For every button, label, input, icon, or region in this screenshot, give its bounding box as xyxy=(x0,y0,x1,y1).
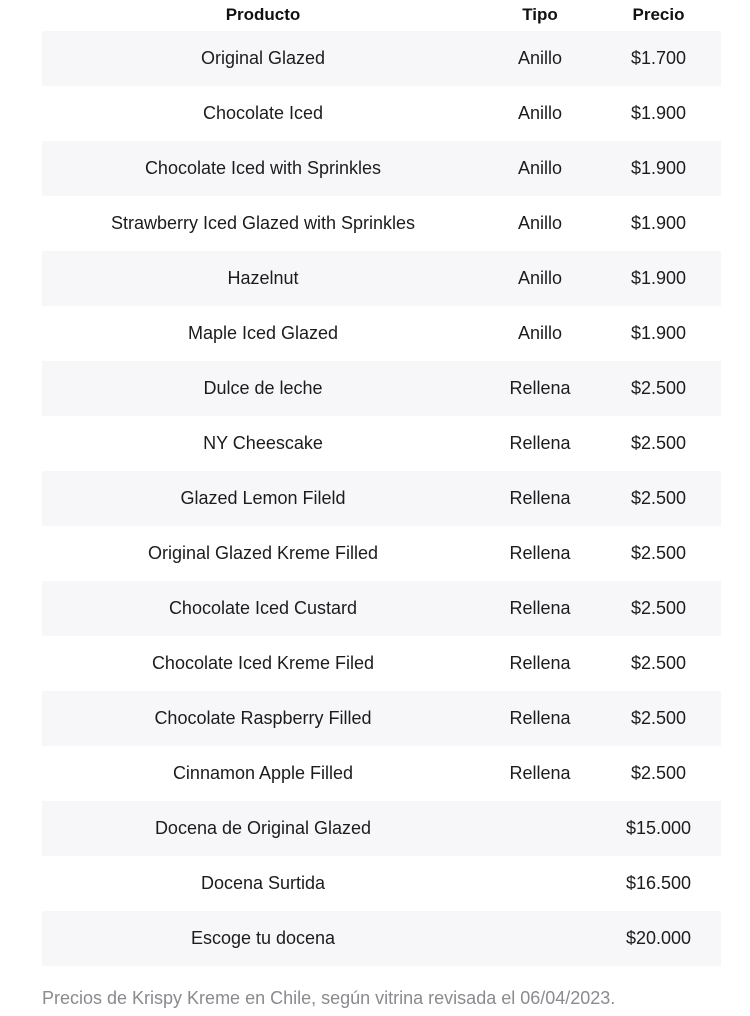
cell-precio: $2.500 xyxy=(630,433,687,453)
table-row xyxy=(42,141,721,196)
cell-precio: $1.900 xyxy=(630,213,687,233)
table-row xyxy=(42,251,721,306)
cell-precio: $2.500 xyxy=(630,653,687,673)
cell-tipo: Rellena xyxy=(509,708,571,728)
cell-tipo: Rellena xyxy=(509,488,571,508)
cell-tipo xyxy=(484,911,596,966)
table-row xyxy=(42,471,721,526)
cell-producto: Chocolate Iced xyxy=(202,103,324,123)
cell-producto: Docena de Original Glazed xyxy=(154,818,372,838)
cell-producto: Cinnamon Apple Filled xyxy=(172,763,354,783)
header-row xyxy=(42,0,721,31)
header-producto: Producto xyxy=(225,5,301,24)
price-table xyxy=(42,0,721,966)
cell-precio: $20.000 xyxy=(625,928,692,948)
cell-producto: Docena Surtida xyxy=(200,873,326,893)
cell-tipo: Rellena xyxy=(509,653,571,673)
cell-precio: $2.500 xyxy=(630,488,687,508)
table-row xyxy=(42,581,721,636)
cell-producto: Escoge tu docena xyxy=(190,928,336,948)
cell-tipo xyxy=(484,801,596,856)
cell-precio: $2.500 xyxy=(630,763,687,783)
cell-precio: $15.000 xyxy=(625,818,692,838)
cell-tipo: Anillo xyxy=(517,213,563,233)
cell-tipo: Anillo xyxy=(517,158,563,178)
cell-producto: NY Cheescake xyxy=(203,433,323,453)
header-precio: Precio xyxy=(632,5,685,24)
table-row xyxy=(42,31,721,86)
cell-precio: $2.500 xyxy=(630,378,687,398)
cell-tipo: Rellena xyxy=(509,433,571,453)
table-row xyxy=(42,306,721,361)
table-row xyxy=(42,526,721,581)
cell-producto: Original Glazed xyxy=(200,48,326,68)
table-row xyxy=(42,691,721,746)
cell-tipo: Anillo xyxy=(517,103,563,123)
price-table-container xyxy=(42,0,721,966)
cell-precio: $2.500 xyxy=(630,598,687,618)
table-row xyxy=(42,416,721,471)
cell-precio: $1.900 xyxy=(630,158,687,178)
cell-tipo: Anillo xyxy=(517,48,563,68)
cell-producto: Glazed Lemon Fileld xyxy=(180,488,346,508)
table-body xyxy=(42,31,721,966)
cell-precio: $1.900 xyxy=(630,323,687,343)
table-caption: Precios de Krispy Kreme en Chile, según vitrina revisada el 06/04/2023. xyxy=(42,988,616,1008)
cell-producto: Original Glazed Kreme Filled xyxy=(147,543,379,563)
cell-precio: $16.500 xyxy=(625,873,692,893)
table-row xyxy=(42,911,721,966)
cell-producto: Chocolate Raspberry Filled xyxy=(154,708,372,728)
cell-tipo: Rellena xyxy=(509,378,571,398)
cell-precio: $2.500 xyxy=(630,543,687,563)
table-row xyxy=(42,361,721,416)
cell-precio: $2.500 xyxy=(630,708,687,728)
table-row xyxy=(42,801,721,856)
table-row xyxy=(42,636,721,691)
cell-producto: Hazelnut xyxy=(227,268,299,288)
header-tipo: Tipo xyxy=(522,5,558,24)
cell-precio: $1.900 xyxy=(630,103,687,123)
cell-producto: Strawberry Iced Glazed with Sprinkles xyxy=(110,213,416,233)
cell-tipo: Anillo xyxy=(517,268,563,288)
table-row xyxy=(42,856,721,911)
cell-tipo: Anillo xyxy=(517,323,563,343)
table-header xyxy=(42,0,721,31)
cell-tipo: Rellena xyxy=(509,763,571,783)
cell-producto: Dulce de leche xyxy=(203,378,323,398)
cell-producto: Chocolate Iced Custard xyxy=(168,598,358,618)
cell-tipo xyxy=(484,856,596,911)
table-row xyxy=(42,86,721,141)
cell-producto: Chocolate Iced with Sprinkles xyxy=(144,158,382,178)
table-row xyxy=(42,746,721,801)
cell-tipo: Rellena xyxy=(509,543,571,563)
cell-precio: $1.900 xyxy=(630,268,687,288)
table-row xyxy=(42,196,721,251)
cell-producto: Maple Iced Glazed xyxy=(187,323,339,343)
cell-tipo: Rellena xyxy=(509,598,571,618)
cell-precio: $1.700 xyxy=(630,48,687,68)
cell-producto: Chocolate Iced Kreme Filed xyxy=(151,653,375,673)
